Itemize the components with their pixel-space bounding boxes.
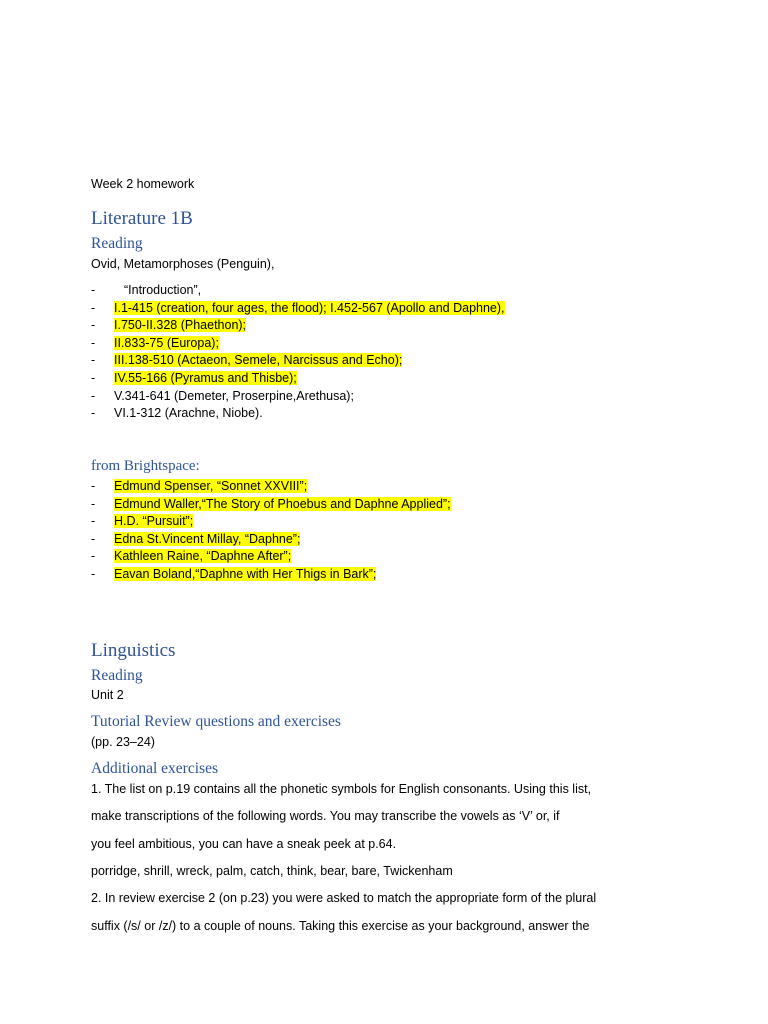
exercise-paragraph: you feel ambitious, you can have a sneak peek at p.64. [91, 837, 397, 851]
literature-source: Ovid, Metamorphoses (Penguin), [91, 257, 275, 271]
list-dash: - [91, 318, 96, 333]
list-item [91, 548, 451, 566]
tutorial-heading: Tutorial Review questions and exercises [91, 713, 341, 730]
list-dash: - [91, 531, 96, 546]
additional-exercises-heading: Additional exercises [91, 760, 218, 777]
list-dash: - [91, 514, 96, 529]
brightspace-list [91, 478, 451, 584]
list-dash: - [91, 496, 96, 511]
list-dash: - [91, 549, 96, 564]
list-item-text: H.D. “Pursuit”; [114, 514, 194, 529]
exercise-paragraph: 1. The list on p.19 contains all the phonetic symbols for English consonants. Using this list, [91, 782, 592, 796]
list-item [91, 388, 505, 406]
exercise-paragraph: 2. In review exercise 2 (on p.23) you were asked to match the appropriate form of the plural [91, 891, 597, 905]
list-item-text: “Introduction”, [124, 283, 202, 297]
list-item [91, 478, 451, 496]
list-item [91, 317, 505, 335]
word-list: porridge, shrill, wreck, palm, catch, think, bear, bare, Twickenham [91, 864, 453, 878]
list-item-text: IV.55-166 (Pyramus and Thisbe); [114, 370, 297, 385]
list-item [91, 496, 451, 514]
list-item-text: VI.1-312 (Arachne, Niobe). [114, 406, 263, 421]
unit-label: Unit 2 [91, 688, 124, 702]
list-item [91, 282, 505, 300]
list-dash: - [91, 335, 96, 350]
list-item-text: Edmund Waller,“The Story of Phoebus and Daphne Applied”; [114, 496, 451, 511]
list-item-text: Edna St.Vincent Millay, “Daphne”; [114, 531, 301, 546]
list-item-text: V.341-641 (Demeter, Proserpine,Arethusa); [114, 388, 354, 403]
list-dash: - [91, 388, 96, 403]
list-item [91, 335, 505, 353]
list-item [91, 513, 451, 531]
list-item [91, 531, 451, 549]
list-dash: - [91, 566, 96, 581]
list-item-text: Kathleen Raine, “Daphne After”; [114, 549, 292, 564]
literature-reading-heading: Reading [91, 235, 143, 252]
literature-reading-list [91, 282, 505, 423]
literature-title: Literature 1B [91, 208, 193, 229]
list-dash: - [91, 406, 96, 421]
list-item-text: II.833-75 (Europa); [114, 335, 219, 350]
list-dash: - [91, 300, 96, 315]
list-dash: - [91, 370, 96, 385]
list-item [91, 405, 505, 423]
list-item-text: Edmund Spenser, “Sonnet XXVIII”; [114, 479, 308, 493]
list-item-text: I.1-415 (creation, four ages, the flood); I.452-567 (Apollo and Daphne), [114, 300, 505, 315]
list-item [91, 370, 505, 388]
linguistics-reading-heading: Reading [91, 667, 143, 684]
list-item [91, 300, 505, 318]
list-dash: - [91, 353, 96, 368]
tutorial-pages: (pp. 23–24) [91, 735, 155, 749]
exercise-paragraph: suffix (/s/ or /z/) to a couple of nouns. Taking this exercise as your background, answer the [91, 919, 590, 933]
list-item-text: III.138-510 (Actaeon, Semele, Narcissus and Echo); [114, 353, 403, 368]
list-item-text: I.750-II.328 (Phaethon); [114, 318, 247, 333]
linguistics-title: Linguistics [91, 640, 176, 661]
week-label: Week 2 homework [91, 177, 195, 191]
list-item [91, 352, 505, 370]
list-dash: - [91, 479, 96, 493]
list-item-text: Eavan Boland,“Daphne with Her Thigs in Bark”; [114, 566, 377, 581]
brightspace-heading: from Brightspace: [91, 458, 200, 474]
exercise-paragraph: make transcriptions of the following words. You may transcribe the vowels as ‘V’ or, if [91, 809, 560, 823]
list-item [91, 566, 451, 584]
list-dash: - [91, 283, 96, 297]
